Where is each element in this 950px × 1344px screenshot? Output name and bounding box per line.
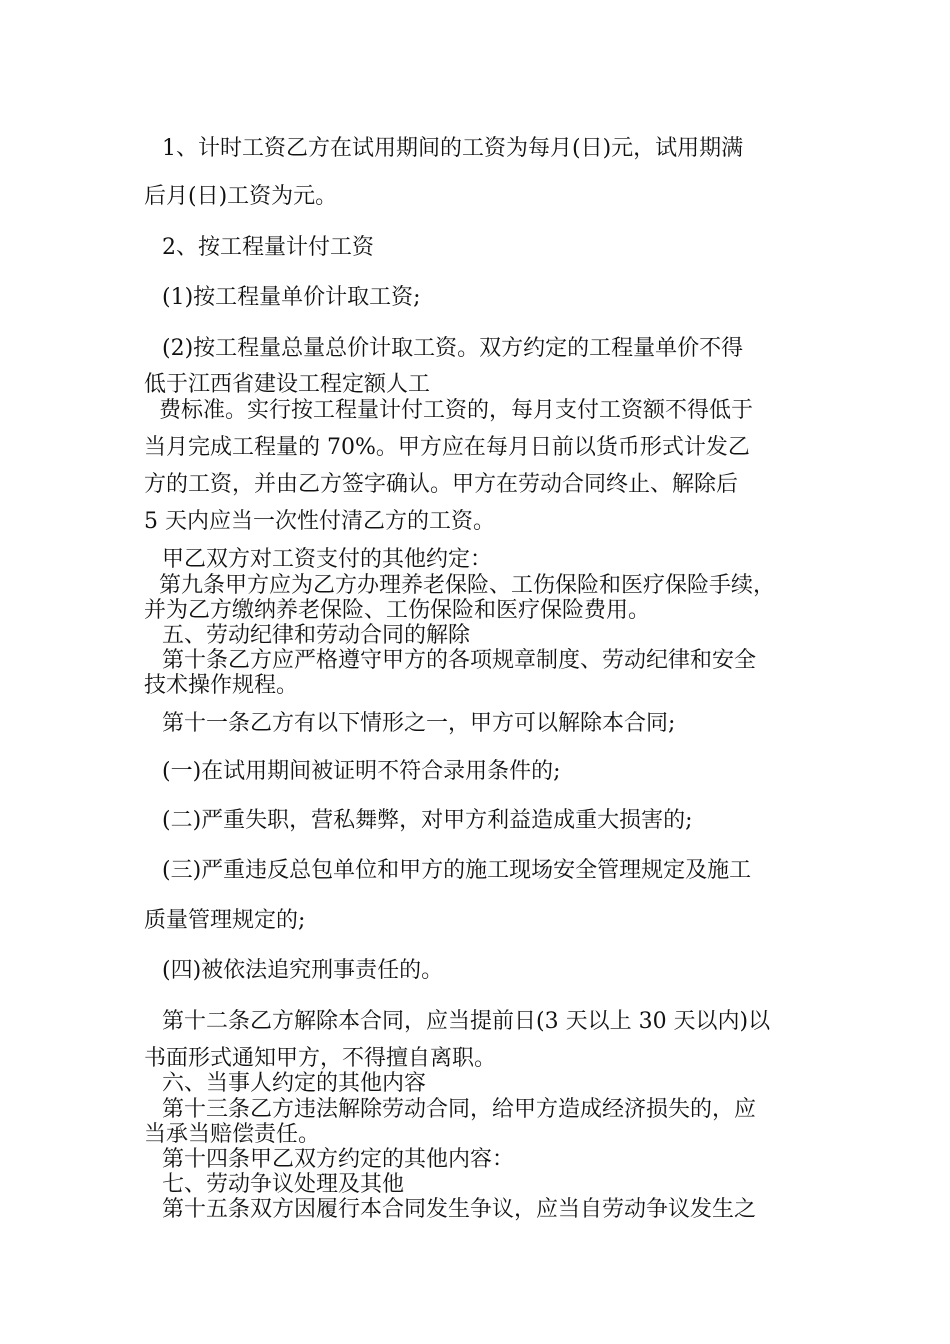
text-line: 当月完成工程量的 70%。甲方应在每月日前以货币形式计发乙	[144, 435, 750, 460]
text-line: 5 天内应当一次性付清乙方的工资。	[144, 509, 495, 534]
text-line: 第十四条甲乙双方约定的其他内容：	[162, 1147, 515, 1172]
text-line: 第十三条乙方违法解除劳动合同，给甲方造成经济损失的，应	[162, 1097, 757, 1122]
text-line: (四)被依法追究刑事责任的。	[162, 958, 444, 983]
text-line: 并为乙方缴纳养老保险、工伤保险和医疗保险费用。	[144, 598, 651, 623]
text-line: 第十五条双方因履行本合同发生争议，应当自劳动争议发生之	[162, 1197, 757, 1222]
text-line: 1、计时工资乙方在试用期间的工资为每月(日)元，试用期满	[162, 136, 744, 161]
section-heading: 五、劳动纪律和劳动合同的解除	[162, 623, 471, 648]
text-line: 2、按工程量计付工资	[162, 235, 374, 260]
text-line: (一)在试用期间被证明不符合录用条件的;	[162, 759, 561, 784]
text-line: (2)按工程量总量总价计取工资。双方约定的工程量单价不得	[162, 336, 744, 361]
text-line: 低于江西省建设工程定额人工	[144, 372, 431, 397]
text-line: 技术操作规程。	[144, 673, 299, 698]
text-line: 第十二条乙方解除本合同，应当提前日(3 天以上 30 天以内)以	[162, 1009, 771, 1034]
section-heading: 七、劳动争议处理及其他	[162, 1172, 405, 1197]
text-line: 费标准。实行按工程量计付工资的，每月支付工资额不得低于	[159, 398, 754, 423]
text-line: 第九条甲方应为乙方办理养老保险、工伤保险和医疗保险手续，	[159, 573, 776, 598]
text-line: 第十条乙方应严格遵守甲方的各项规章制度、劳动纪律和安全	[162, 648, 757, 673]
text-line: (二)严重失职，营私舞弊，对甲方利益造成重大损害的;	[162, 808, 693, 833]
text-line: 后月(日)工资为元。	[144, 184, 338, 209]
text-line: 当承当赔偿责任。	[144, 1122, 321, 1147]
text-line: (1)按工程量单价计取工资;	[162, 285, 421, 310]
text-line: (三)严重违反总包单位和甲方的施工现场安全管理规定及施工	[162, 858, 752, 883]
text-line: 质量管理规定的;	[144, 908, 306, 933]
text-line: 方的工资，并由乙方签字确认。甲方在劳动合同终止、解除后	[144, 472, 739, 497]
text-line: 第十一条乙方有以下情形之一，甲方可以解除本合同;	[162, 711, 676, 736]
text-line: 甲乙双方对工资支付的其他约定：	[162, 547, 493, 572]
text-line: 书面形式通知甲方，不得擅自离职。	[144, 1046, 497, 1071]
section-heading: 六、当事人约定的其他内容	[162, 1071, 427, 1096]
